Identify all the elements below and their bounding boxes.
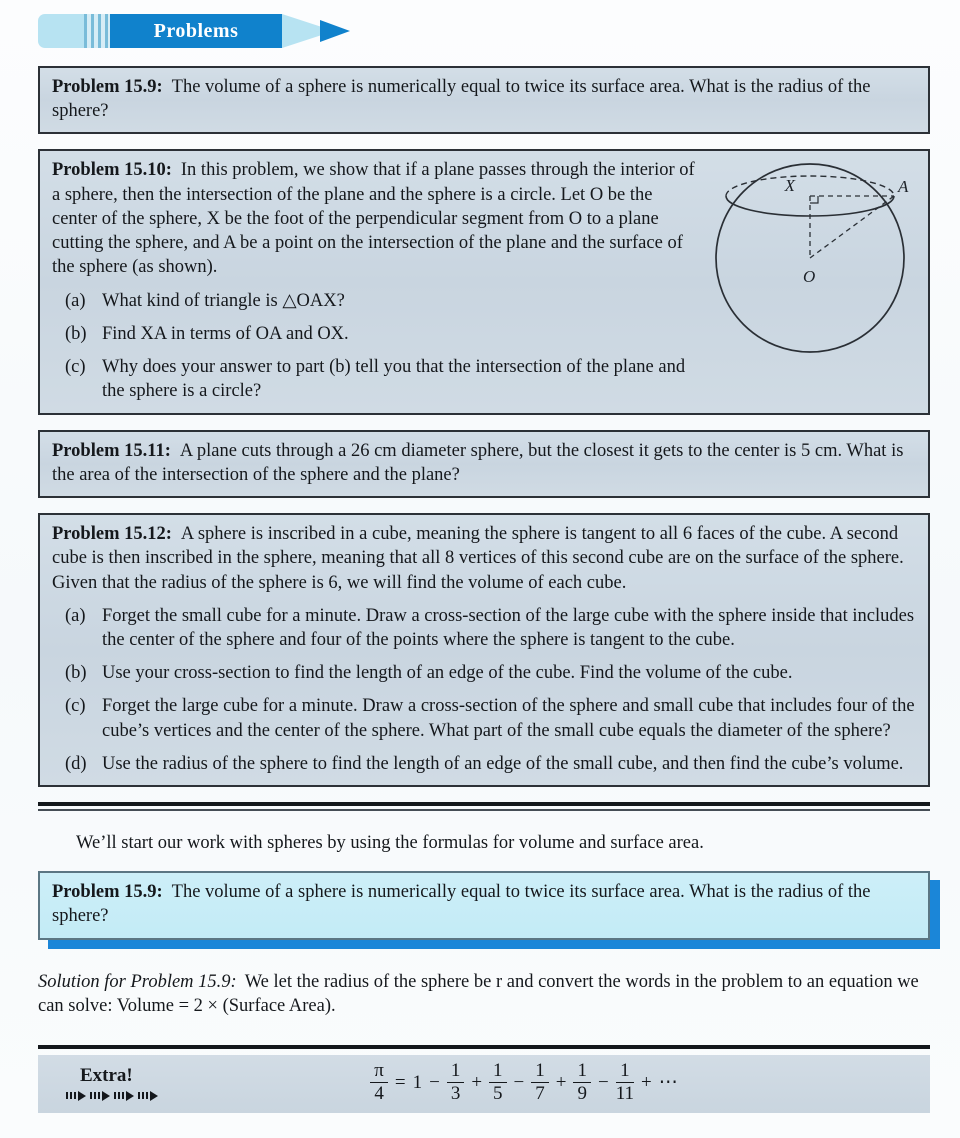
leibniz-pi-formula (176, 1061, 872, 1104)
fraction-denominator: 5 (493, 1083, 503, 1105)
part-label: (a) (65, 290, 86, 311)
diagram-label-X: X (784, 176, 795, 196)
part-text: Find XA in terms of OA and OX. (102, 323, 349, 344)
pencil-eraser-icon (38, 14, 84, 48)
problem-part (52, 355, 695, 403)
diagram-label-O: O (803, 267, 816, 287)
fraction (370, 1061, 388, 1104)
fraction-numerator: 1 (531, 1061, 549, 1083)
problem-part (52, 322, 695, 346)
intro-paragraph: We’ll start our work with spheres by using the formulas for volume and surface area. (76, 833, 704, 854)
part-text: Why does your answer to part (b) tell you that the intersection of the plane and the sphere is a circle? (102, 357, 686, 402)
problem-text: The volume of a sphere is numerically equal to twice its surface area. What is the radius of the sphere? (52, 77, 871, 122)
part-text: Use the radius of the sphere to find the length of an edge of the small cube, and then find the cube’s volume. (102, 753, 904, 774)
extra-box (38, 1055, 930, 1113)
problem-box-15-11 (38, 430, 930, 498)
fraction (489, 1061, 507, 1104)
extra-top-rule (38, 1045, 930, 1049)
divider-thin-line (38, 809, 930, 811)
fraction-denominator: 3 (450, 1083, 461, 1105)
fraction-numerator: 1 (489, 1061, 507, 1083)
right-arrow-icon (90, 1091, 110, 1101)
intersection-circle-back (726, 176, 894, 196)
operator: + (471, 1071, 483, 1093)
problem-title: Problem 15.10: (52, 160, 172, 181)
problems-banner pencil-icon (38, 12, 358, 50)
pencil-tip-icon (320, 20, 350, 42)
operator: − (513, 1071, 525, 1093)
diagram-label-A: A (898, 177, 909, 197)
operator: − (429, 1071, 440, 1093)
problem-title: Problem 15.9: (52, 77, 163, 97)
problem-part (52, 752, 916, 776)
fraction-numerator: 1 (447, 1061, 465, 1083)
fraction (531, 1061, 549, 1104)
part-label: (c) (65, 357, 86, 378)
part-label: (c) (65, 696, 86, 717)
problem-box-15-9 (38, 66, 930, 134)
problem-box-15-12 (38, 513, 930, 787)
problem-box-15-10 (38, 149, 930, 414)
part-text: What kind of triangle is △OAX? (102, 290, 345, 311)
fraction-numerator: π (370, 1061, 388, 1083)
problem-text: A sphere is inscribed in a cube, meaning the sphere is tangent to all 6 faces of the cube. A second cube is then inscribed in the sphere, meaning that all 8 vertices of this second cube are on the surface of the sphere. Given that the radius of the sphere is 6, we will find the volume of each cube. (52, 524, 904, 593)
operator: + (640, 1071, 652, 1093)
part-label: (b) (65, 663, 87, 684)
problem-part (52, 289, 695, 313)
fraction-denominator: 4 (374, 1083, 384, 1105)
extra-label: Extra! (80, 1064, 133, 1086)
fraction-denominator: 11 (615, 1083, 634, 1105)
part-label: (a) (65, 605, 86, 626)
part-label: (b) (65, 323, 87, 344)
right-arrow-icon (138, 1091, 158, 1101)
part-text: Forget the small cube for a minute. Draw a cross-section of the large cube with the sphere inside that includes the center of the sphere and four of the points where the sphere is tangent to the cube. (102, 605, 915, 650)
solution-label: Solution for Problem 15.9: (38, 971, 237, 992)
right-angle-mark (810, 196, 818, 203)
part-label: (d) (65, 753, 87, 774)
solution-text: We let the radius of the sphere be r and convert the words in the problem to an equation we can solve: Volume = 2 × (Surface Area). (38, 971, 919, 1017)
problem-title: Problem 15.9: (52, 882, 163, 903)
equals-sign: = (394, 1071, 406, 1093)
problem-title: Problem 15.11: (52, 440, 171, 461)
ellipsis: ⋯ (658, 1072, 678, 1094)
fraction-denominator: 7 (535, 1083, 545, 1105)
sphere-cross-section-diagram (711, 158, 916, 356)
fraction-denominator: 9 (577, 1083, 587, 1105)
divider-thick-line (38, 802, 930, 806)
section-divider (38, 802, 930, 811)
right-arrow-icon (66, 1091, 86, 1101)
operator: − (597, 1071, 609, 1093)
segment-OA (810, 196, 894, 258)
problem-part (52, 604, 916, 652)
part-text: Forget the large cube for a minute. Draw a cross-section of the sphere and small cube that includes four of the cube’s vertices and the center of the sphere. What part of the small cube equals the diameter of the sphere? (102, 696, 915, 741)
problem-text: In this problem, we show that if a plane passes through the interior of a sphere, then the intersection of the plane and the sphere is a circle. Let O be the center of the sphere, X be the foot of the perpendicular segment from O to a plane cutting the sphere, and A be a point on the intersection of the plane and the surface of the sphere (as shown). (52, 160, 695, 278)
highlighted-problem-box-15-9 (38, 871, 930, 939)
problem-title: Problem 15.12: (52, 524, 172, 545)
right-arrow-icon (114, 1091, 134, 1101)
operator: + (555, 1071, 567, 1093)
pencil-ferrule-icon (84, 14, 110, 48)
fraction (447, 1061, 465, 1104)
first-term: 1 (412, 1071, 423, 1093)
problem-part (52, 661, 916, 685)
solution-paragraph (38, 970, 930, 1019)
problem-text: The volume of a sphere is numerically equal to twice its surface area. What is the radius of the sphere? (52, 882, 871, 927)
problem-part (52, 694, 916, 742)
banner-label: Problems (110, 14, 282, 48)
part-text: Use your cross-section to find the length of an edge of the cube. Find the volume of the cube. (102, 663, 793, 684)
fraction (573, 1061, 591, 1104)
problem-text: A plane cuts through a 26 cm diameter sphere, but the closest it gets to the center is 5 cm. What is the area of the intersection of the sphere and the plane? (52, 440, 904, 485)
fraction-numerator: 1 (616, 1061, 634, 1083)
fraction-numerator: 1 (573, 1061, 591, 1083)
fraction (616, 1061, 634, 1104)
